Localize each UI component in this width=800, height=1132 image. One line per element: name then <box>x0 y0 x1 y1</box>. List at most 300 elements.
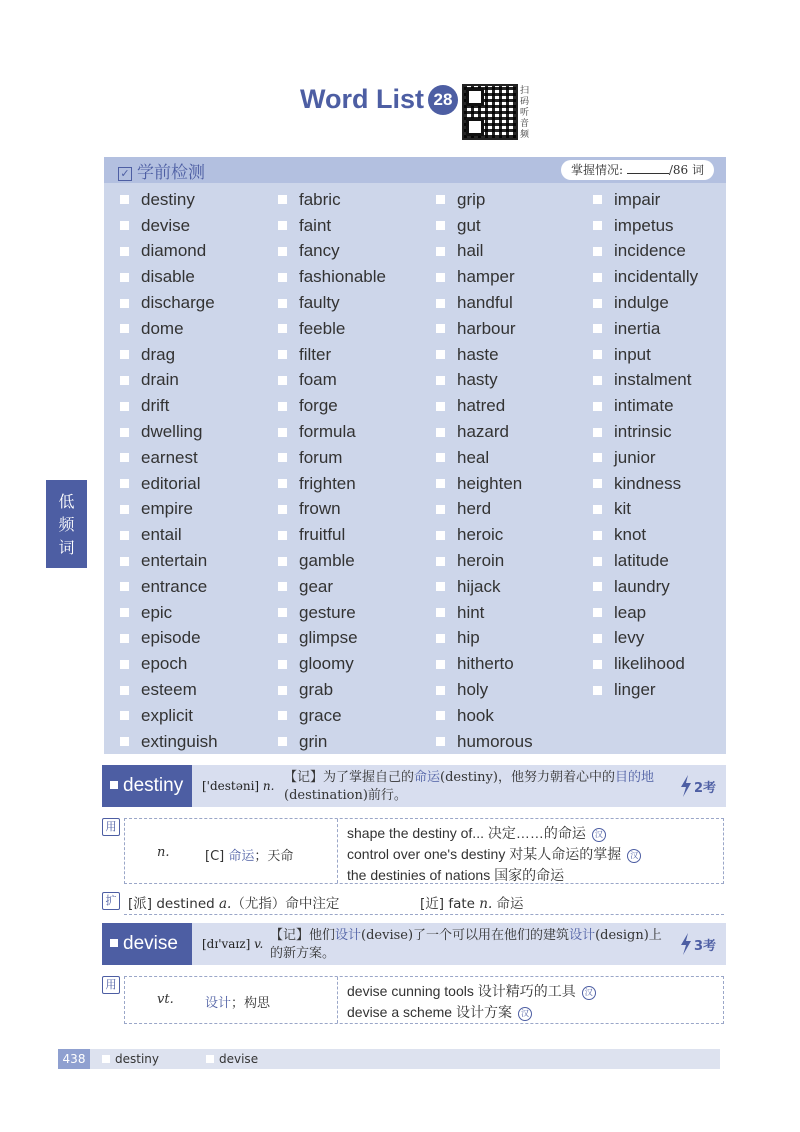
entry-header-destiny <box>102 765 726 807</box>
pretest-word-text: likelihood <box>614 654 685 674</box>
pretest-word[interactable] <box>114 419 264 445</box>
pretest-word-text: extinguish <box>141 731 218 751</box>
word-checkbox[interactable] <box>593 299 602 308</box>
pretest-word-text: entrance <box>141 576 208 596</box>
pretest-word[interactable] <box>114 548 264 574</box>
mastery-counter <box>561 160 714 180</box>
pretest-word-text: indulge <box>614 293 669 313</box>
pretest-word[interactable] <box>430 213 580 239</box>
word-checkbox[interactable] <box>436 428 445 437</box>
pretest-word-text: humorous <box>457 731 533 751</box>
pretest-word[interactable] <box>430 264 580 290</box>
pretest-word[interactable] <box>272 651 422 677</box>
pretest-word-text: grin <box>299 731 328 751</box>
pretest-word[interactable] <box>430 600 580 626</box>
word-checkbox[interactable] <box>120 221 129 230</box>
word-column-1 <box>114 187 264 755</box>
pretest-word[interactable] <box>114 522 264 548</box>
pretest-word-text: gear <box>299 576 334 596</box>
side-tab-char: 词 <box>58 538 75 557</box>
pretest-word-text: gamble <box>299 551 355 571</box>
pretest-word-text: incidence <box>614 241 686 261</box>
pretest-word[interactable] <box>114 316 264 342</box>
pretest-header <box>104 157 726 183</box>
pretest-word[interactable] <box>587 445 737 471</box>
word-checkbox[interactable] <box>593 608 602 617</box>
pos-devise: vt. <box>157 992 174 1007</box>
pretest-word-text: epic <box>141 602 173 622</box>
pretest-word[interactable] <box>114 445 264 471</box>
word-checkbox[interactable] <box>436 221 445 230</box>
pretest-word[interactable] <box>587 316 737 342</box>
pretest-word-text: fruitful <box>299 525 346 545</box>
pretest-word[interactable] <box>272 703 422 729</box>
pretest-word[interactable] <box>272 290 422 316</box>
word-checkbox[interactable] <box>593 350 602 359</box>
word-checkbox[interactable] <box>278 686 287 695</box>
pretest-word[interactable] <box>114 677 264 703</box>
pretest-word[interactable] <box>430 703 580 729</box>
pretest-word[interactable] <box>430 471 580 497</box>
word-checkbox[interactable] <box>278 582 287 591</box>
word-checkbox[interactable] <box>436 608 445 617</box>
word-checkbox[interactable] <box>120 737 129 746</box>
pretest-word-text: forum <box>299 447 343 467</box>
example-devise-2: devise a scheme 设计方案 汉 <box>347 1002 532 1022</box>
pretest-word-text: heighten <box>457 473 523 493</box>
word-checkbox[interactable] <box>436 660 445 669</box>
pretest-word-text: latitude <box>614 551 669 571</box>
pretest-word[interactable] <box>114 368 264 394</box>
pretest-word-text: entail <box>141 525 182 545</box>
pretest-word-text: hail <box>457 241 484 261</box>
word-checkbox[interactable] <box>593 557 602 566</box>
pretest-word[interactable] <box>114 703 264 729</box>
pretest-word[interactable] <box>587 677 737 703</box>
pretest-word[interactable] <box>587 522 737 548</box>
word-checkbox[interactable] <box>593 531 602 540</box>
pretest-word-text: esteem <box>141 680 197 700</box>
lightning-icon <box>680 775 692 797</box>
word-checkbox[interactable] <box>278 195 287 204</box>
word-checkbox[interactable] <box>120 324 129 333</box>
pretest-word[interactable] <box>114 290 264 316</box>
pretest-word[interactable] <box>272 316 422 342</box>
pretest-word-text: harbour <box>457 318 516 338</box>
pretest-word[interactable] <box>114 187 264 213</box>
word-checkbox[interactable] <box>593 247 602 256</box>
pretest-word[interactable] <box>272 471 422 497</box>
word-checkbox[interactable] <box>278 634 287 643</box>
qr-label: 扫码听音频 <box>520 86 530 140</box>
pretest-word[interactable] <box>272 342 422 368</box>
pretest-word[interactable] <box>114 497 264 523</box>
pos-destiny: n. <box>157 845 170 860</box>
pretest-word[interactable] <box>430 677 580 703</box>
word-checkbox[interactable] <box>120 582 129 591</box>
pretest-word-text: input <box>614 344 651 364</box>
pretest-word-text: faint <box>299 215 332 235</box>
word-checkbox[interactable] <box>120 557 129 566</box>
pretest-word[interactable] <box>272 600 422 626</box>
word-checkbox[interactable] <box>436 247 445 256</box>
mnemonic-destiny: 【记】为了掌握自己的命运(destiny)，他努力朝着心中的目的地(destination)前行。 <box>284 770 654 803</box>
pretest-word-text: entertain <box>141 551 208 571</box>
word-checkbox[interactable] <box>436 453 445 462</box>
pretest-word-text: hazard <box>457 422 509 442</box>
word-checkbox[interactable] <box>436 686 445 695</box>
word-checkbox[interactable] <box>120 402 129 411</box>
pretest-word-text: hamper <box>457 267 515 287</box>
word-checkbox[interactable] <box>120 531 129 540</box>
pretest-word[interactable] <box>272 626 422 652</box>
word-checkbox[interactable] <box>120 608 129 617</box>
pretest-word[interactable] <box>587 393 737 419</box>
word-checkbox[interactable] <box>436 273 445 282</box>
pretest-word-text: forge <box>299 396 338 416</box>
pretest-word[interactable] <box>587 368 737 394</box>
pretest-word[interactable] <box>272 393 422 419</box>
word-checkbox[interactable] <box>278 660 287 669</box>
pretest-word[interactable] <box>114 626 264 652</box>
word-checkbox[interactable] <box>120 350 129 359</box>
pretest-word-text: linger <box>614 680 656 700</box>
derived-word-destiny: [派] destined a.（尤指）命中注定 <box>128 896 340 912</box>
pretest-word-text: discharge <box>141 293 215 313</box>
pretest-word[interactable] <box>430 522 580 548</box>
pretest-word-text: filter <box>299 344 332 364</box>
pretest-word-text: diamond <box>141 241 207 261</box>
pretest-word[interactable] <box>587 471 737 497</box>
pretest-word-text: heroin <box>457 551 505 571</box>
pretest-word-text: dwelling <box>141 422 203 442</box>
pretest-word-text: grab <box>299 680 334 700</box>
word-checkbox[interactable] <box>120 195 129 204</box>
word-checkbox[interactable] <box>593 634 602 643</box>
example-destiny-2: control over one's destiny 对某人命运的掌握 汉 <box>347 844 641 864</box>
word-checkbox[interactable] <box>436 711 445 720</box>
pretest-word-text: heal <box>457 447 490 467</box>
headword-devise: devise <box>102 923 192 965</box>
pretest-word[interactable] <box>114 471 264 497</box>
mastery-label: 掌握情况: <box>570 163 624 177</box>
page-footer <box>58 1049 720 1069</box>
headword-destiny: destiny <box>102 765 192 807</box>
pretest-word[interactable] <box>272 522 422 548</box>
word-checkbox[interactable] <box>278 324 287 333</box>
word-list-title: Word List <box>300 84 424 114</box>
pretest-word[interactable] <box>430 548 580 574</box>
word-checkbox[interactable] <box>593 324 602 333</box>
meaning-destiny: [C] 命运；天命 <box>205 849 294 864</box>
word-checkbox[interactable] <box>278 376 287 385</box>
pretest-word[interactable] <box>587 574 737 600</box>
word-column-3 <box>430 187 580 755</box>
word-checkbox[interactable] <box>120 711 129 720</box>
word-checkbox[interactable] <box>278 505 287 514</box>
pretest-word[interactable] <box>587 264 737 290</box>
pretest-word-text: destiny <box>141 189 195 209</box>
pretest-word-text: formula <box>299 422 356 442</box>
pretest-word-text: hip <box>457 628 480 648</box>
footer-word: destiny <box>102 1052 159 1066</box>
exam-count-devise: 3考 <box>680 933 716 955</box>
pretest-word[interactable] <box>587 213 737 239</box>
word-checkbox[interactable] <box>436 195 445 204</box>
pretest-word-text: disable <box>141 267 195 287</box>
word-checkbox[interactable] <box>436 479 445 488</box>
pretest-word[interactable] <box>430 626 580 652</box>
word-checkbox[interactable] <box>436 324 445 333</box>
pretest-word[interactable] <box>587 290 737 316</box>
pretest-word[interactable] <box>430 393 580 419</box>
pretest-word[interactable] <box>272 264 422 290</box>
checkbox-icon: ✓ <box>118 167 132 181</box>
usage-tag-devise: 用 <box>102 976 120 994</box>
pretest-word-text: hook <box>457 705 494 725</box>
word-checkbox[interactable] <box>436 376 445 385</box>
word-checkbox[interactable] <box>120 660 129 669</box>
pretest-word[interactable] <box>430 497 580 523</box>
word-checkbox[interactable] <box>278 453 287 462</box>
pretest-word[interactable] <box>430 419 580 445</box>
pretest-word[interactable] <box>430 729 580 755</box>
word-checkbox[interactable] <box>278 737 287 746</box>
pretest-word-text: grace <box>299 705 342 725</box>
exam-count-destiny: 2考 <box>680 775 716 797</box>
pretest-word-text: feeble <box>299 318 346 338</box>
mastery-blank[interactable] <box>627 162 669 174</box>
word-checkbox[interactable] <box>120 376 129 385</box>
pretest-word-text: heroic <box>457 525 504 545</box>
pretest-word-text: holy <box>457 680 489 700</box>
pretest-word-text: intimate <box>614 396 674 416</box>
phonetic-destiny: ['destəni] n. <box>202 779 275 793</box>
word-checkbox[interactable] <box>436 634 445 643</box>
pretest-title <box>118 158 205 183</box>
pretest-word[interactable] <box>430 290 580 316</box>
word-checkbox[interactable] <box>278 299 287 308</box>
entry-header-devise <box>102 923 726 965</box>
list-number-badge: 28 <box>428 85 458 115</box>
pretest-word-text: fashionable <box>299 267 386 287</box>
word-checkbox[interactable] <box>436 531 445 540</box>
pretest-word-text: fabric <box>299 189 341 209</box>
word-checkbox[interactable] <box>593 376 602 385</box>
word-checkbox[interactable] <box>593 505 602 514</box>
pretest-word[interactable] <box>272 548 422 574</box>
pretest-word-text: instalment <box>614 370 692 390</box>
pretest-word-text: impair <box>614 189 661 209</box>
pretest-word[interactable] <box>114 264 264 290</box>
pretest-word-text: levy <box>614 628 645 648</box>
word-checkbox[interactable] <box>593 221 602 230</box>
pretest-word-text: haste <box>457 344 499 364</box>
pretest-word[interactable] <box>114 729 264 755</box>
mastery-total: /86 词 <box>668 163 704 177</box>
pretest-title-text: 学前检测 <box>137 163 205 183</box>
word-checkbox[interactable] <box>120 428 129 437</box>
pretest-word[interactable] <box>587 548 737 574</box>
word-checkbox[interactable] <box>593 273 602 282</box>
pretest-word-text: herd <box>457 499 492 519</box>
pretest-word-text: gut <box>457 215 481 235</box>
pretest-word-text: kindness <box>614 473 682 493</box>
pretest-word-text: knot <box>614 525 647 545</box>
word-checkbox[interactable] <box>593 195 602 204</box>
word-checkbox[interactable] <box>593 686 602 695</box>
pretest-word-text: hitherto <box>457 654 514 674</box>
pretest-word[interactable] <box>430 574 580 600</box>
pretest-word[interactable] <box>114 393 264 419</box>
pretest-word[interactable] <box>272 729 422 755</box>
word-column-2 <box>272 187 422 755</box>
word-checkbox[interactable] <box>120 479 129 488</box>
footer-word: devise <box>206 1052 258 1066</box>
word-checkbox[interactable] <box>278 428 287 437</box>
word-checkbox[interactable] <box>593 428 602 437</box>
word-checkbox[interactable] <box>593 453 602 462</box>
pretest-word[interactable] <box>587 626 737 652</box>
pretest-word[interactable] <box>587 187 737 213</box>
pretest-word-text: fancy <box>299 241 340 261</box>
pretest-word-text: handful <box>457 293 513 313</box>
word-checkbox[interactable] <box>120 453 129 462</box>
word-checkbox[interactable] <box>436 299 445 308</box>
word-checkbox[interactable] <box>436 350 445 359</box>
pretest-word[interactable] <box>272 213 422 239</box>
qr-code-icon[interactable] <box>462 84 518 140</box>
lightning-icon <box>680 933 692 955</box>
pretest-word[interactable] <box>430 187 580 213</box>
pretest-word-text: frown <box>299 499 341 519</box>
word-checkbox[interactable] <box>278 350 287 359</box>
pretest-word[interactable] <box>272 419 422 445</box>
word-column-4 <box>587 187 737 703</box>
example-devise-1: devise cunning tools 设计精巧的工具 汉 <box>347 981 596 1001</box>
pretest-word-text: laundry <box>614 576 670 596</box>
pretest-word[interactable] <box>272 368 422 394</box>
pretest-word-text: gloomy <box>299 654 354 674</box>
pretest-word[interactable] <box>430 445 580 471</box>
pretest-word[interactable] <box>587 342 737 368</box>
pretest-word-text: earnest <box>141 447 198 467</box>
word-checkbox[interactable] <box>278 557 287 566</box>
pretest-word-text: devise <box>141 215 191 235</box>
pretest-word[interactable] <box>430 368 580 394</box>
pretest-word-text: leap <box>614 602 647 622</box>
usage-tag-destiny: 用 <box>102 818 120 836</box>
pretest-word[interactable] <box>587 600 737 626</box>
pretest-word-text: drift <box>141 396 170 416</box>
pretest-word[interactable] <box>587 651 737 677</box>
side-tab-char: 频 <box>58 515 75 534</box>
pretest-word-text: hatred <box>457 396 506 416</box>
usage-box-devise <box>124 976 724 1024</box>
word-checkbox[interactable] <box>593 582 602 591</box>
pretest-word-text: hint <box>457 602 485 622</box>
pretest-word[interactable] <box>430 342 580 368</box>
pretest-word-text: drag <box>141 344 176 364</box>
pretest-word-text: grip <box>457 189 486 209</box>
word-checkbox[interactable] <box>278 273 287 282</box>
pretest-word[interactable] <box>114 342 264 368</box>
pretest-word[interactable] <box>114 574 264 600</box>
pretest-word[interactable] <box>430 239 580 265</box>
pretest-word[interactable] <box>272 187 422 213</box>
word-checkbox[interactable] <box>120 273 129 282</box>
word-checkbox[interactable] <box>436 505 445 514</box>
pretest-word-text: glimpse <box>299 628 358 648</box>
word-checkbox[interactable] <box>593 660 602 669</box>
pretest-word[interactable] <box>272 239 422 265</box>
word-checkbox[interactable] <box>120 299 129 308</box>
word-checkbox[interactable] <box>278 711 287 720</box>
word-checkbox[interactable] <box>278 608 287 617</box>
pretest-word[interactable] <box>114 239 264 265</box>
word-checkbox[interactable] <box>436 402 445 411</box>
word-checkbox[interactable] <box>120 505 129 514</box>
mnemonic-devise: 【记】他们设计(devise)了一个可以用在他们的建筑设计(design)上的新方案。 <box>270 928 662 961</box>
word-checkbox[interactable] <box>278 479 287 488</box>
pretest-word-text: empire <box>141 499 193 519</box>
synonym-destiny: [近] fate n. 命运 <box>420 896 524 912</box>
pretest-word[interactable] <box>430 316 580 342</box>
pretest-panel <box>104 157 726 754</box>
pretest-word[interactable] <box>272 445 422 471</box>
word-checkbox[interactable] <box>436 557 445 566</box>
word-checkbox[interactable] <box>120 686 129 695</box>
pretest-word[interactable] <box>587 419 737 445</box>
word-checkbox[interactable] <box>436 582 445 591</box>
word-checkbox[interactable] <box>278 531 287 540</box>
pretest-word[interactable] <box>114 213 264 239</box>
pretest-word[interactable] <box>430 651 580 677</box>
pretest-word[interactable] <box>272 497 422 523</box>
pretest-word-text: hasty <box>457 370 498 390</box>
example-destiny-3: the destinies of nations 国家的命运 <box>347 867 565 883</box>
pretest-word[interactable] <box>272 677 422 703</box>
word-checkbox[interactable] <box>278 247 287 256</box>
word-checkbox[interactable] <box>120 634 129 643</box>
word-checkbox[interactable] <box>593 402 602 411</box>
word-checkbox[interactable] <box>278 221 287 230</box>
pretest-word-text: inertia <box>614 318 661 338</box>
pretest-word-text: epoch <box>141 654 188 674</box>
pretest-word-text: hijack <box>457 576 501 596</box>
pretest-word-text: editorial <box>141 473 201 493</box>
pretest-word-text: kit <box>614 499 631 519</box>
pretest-word[interactable] <box>587 497 737 523</box>
word-checkbox[interactable] <box>120 247 129 256</box>
word-checkbox[interactable] <box>593 479 602 488</box>
pretest-word[interactable] <box>587 239 737 265</box>
word-checkbox[interactable] <box>436 737 445 746</box>
pretest-word[interactable] <box>272 574 422 600</box>
pretest-word-text: intrinsic <box>614 422 672 442</box>
side-tab-char: 低 <box>58 492 75 511</box>
pretest-word-text: foam <box>299 370 337 390</box>
word-checkbox[interactable] <box>278 402 287 411</box>
pretest-word-text: impetus <box>614 215 674 235</box>
pretest-word-text: gesture <box>299 602 356 622</box>
pretest-word[interactable] <box>114 600 264 626</box>
pretest-word-text: episode <box>141 628 201 648</box>
pretest-word-text: faulty <box>299 293 340 313</box>
usage-box-destiny <box>124 818 724 884</box>
pretest-word[interactable] <box>114 651 264 677</box>
page-number: 438 <box>58 1049 90 1069</box>
